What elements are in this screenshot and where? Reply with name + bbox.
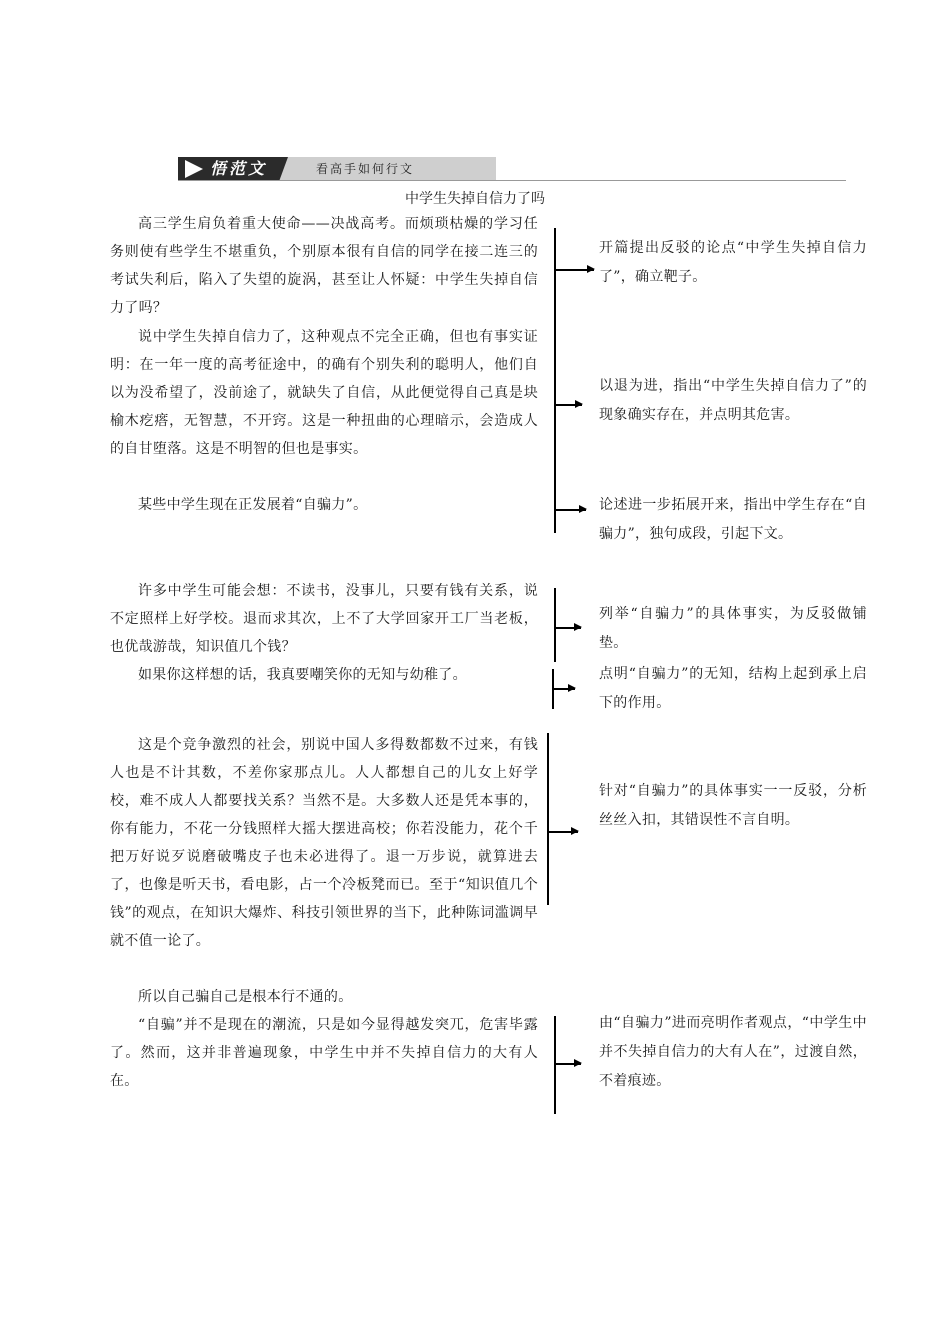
- annotation-7: 由“自骗力”进而亮明作者观点，“中学生中并不失掉自信力的大有人在”，过渡自然，不着痕迹。: [599, 1015, 867, 1089]
- bracket-line-4: [547, 733, 549, 905]
- arrow-4: [555, 627, 581, 629]
- arrow-3: [556, 509, 586, 511]
- arrow-6: [548, 831, 578, 833]
- paragraph-6: 这是个竞争激烈的社会，别说中国人多得数都数不过来，有钱人也是不计其数，不差你家那点儿。人人都想自己的儿女上好学校，难不成人人都要找关系？当然不是。大多数人还是凭本事的，你有能力，不花一分钱照样大摇大摆进高校；你若没能力，花个千把万好说歹说磨破嘴皮子也未必进得了。退一万步说，就算进去了，也像是听天书，看电影，占一个冷板凳而已。至于“知识值几个钱”的观点，在知识大爆炸、科技引领世界的当下，此种陈词滥调早就不值一论了。: [110, 737, 538, 949]
- paragraph-8: “自骗”并不是现在的潮流，只是如今显得越发突兀，危害毕露了。然而，这并非普遍现象，中学生中并不失掉自信力的大有人在。: [110, 1017, 538, 1089]
- annotation-2: 以退为进，指出“中学生失掉自信力了”的现象确实存在，并点明其危害。: [599, 378, 867, 423]
- paragraph-1: 高三学生肩负着重大使命——决战高考。而烦琐枯燥的学习任务则使有些学生不堪重负，个别原本很有自信的同学在接二连三的考试失利后，陷入了失望的旋涡，甚至让人怀疑：中学生失掉自信力了吗？: [110, 216, 538, 316]
- header-underline: [178, 180, 846, 181]
- article-title: 中学生失掉自信力了吗: [405, 191, 545, 207]
- paragraph-2: 说中学生失掉自信力了，这种观点不完全正确，但也有事实证明：在一年一度的高考征途中，的确有个别失利的聪明人，他们自以为没希望了，没前途了，就缺失了自信，从此便觉得自己真是块榆木疙瘩，无智慧，不开窍。这是一种扭曲的心理暗示，会造成人的自甘堕落。这是不明智的但也是事实。: [110, 329, 538, 457]
- arrow-1: [554, 269, 594, 271]
- bracket-line-1: [554, 228, 556, 533]
- paragraph-4: 许多中学生可能会想：不读书，没事儿，只要有钱有关系，说不定照样上好学校。退而求其次，上不了大学回家开工厂当老板，也优哉游哉，知识值几个钱？: [110, 583, 538, 655]
- paragraph-7: 所以自己骗自己是根本行不通的。: [138, 989, 353, 1005]
- bracket-line-2: [554, 588, 556, 662]
- play-icon: [180, 157, 204, 181]
- paragraph-3: 某些中学生现在正发展着“自骗力”。: [138, 497, 368, 513]
- annotation-6: 针对“自骗力”的具体事实一一反驳，分析丝丝入扣，其错误性不言自明。: [599, 783, 867, 828]
- header-subtitle: 看高手如何行文: [316, 162, 415, 176]
- section-header: [178, 157, 846, 181]
- paragraph-5: 如果你这样想的话，我真要嘲笑你的无知与幼稚了。: [138, 667, 467, 683]
- annotation-4: 列举“自骗力”的具体事实，为反驳做铺垫。: [599, 606, 867, 651]
- arrow-5: [553, 688, 575, 690]
- arrow-2: [556, 404, 582, 406]
- annotation-1: 开篇提出反驳的论点“中学生失掉自信力了”，确立靶子。: [599, 240, 867, 285]
- header-label: 悟范文: [210, 159, 268, 178]
- annotation-5: 点明“自骗力”的无知，结构上起到承上启下的作用。: [599, 666, 867, 711]
- annotation-3: 论述进一步拓展开来，指出中学生存在“自骗力”，独句成段，引起下文。: [599, 497, 867, 542]
- bracket-line-5: [554, 1016, 556, 1114]
- arrow-7: [555, 1063, 581, 1065]
